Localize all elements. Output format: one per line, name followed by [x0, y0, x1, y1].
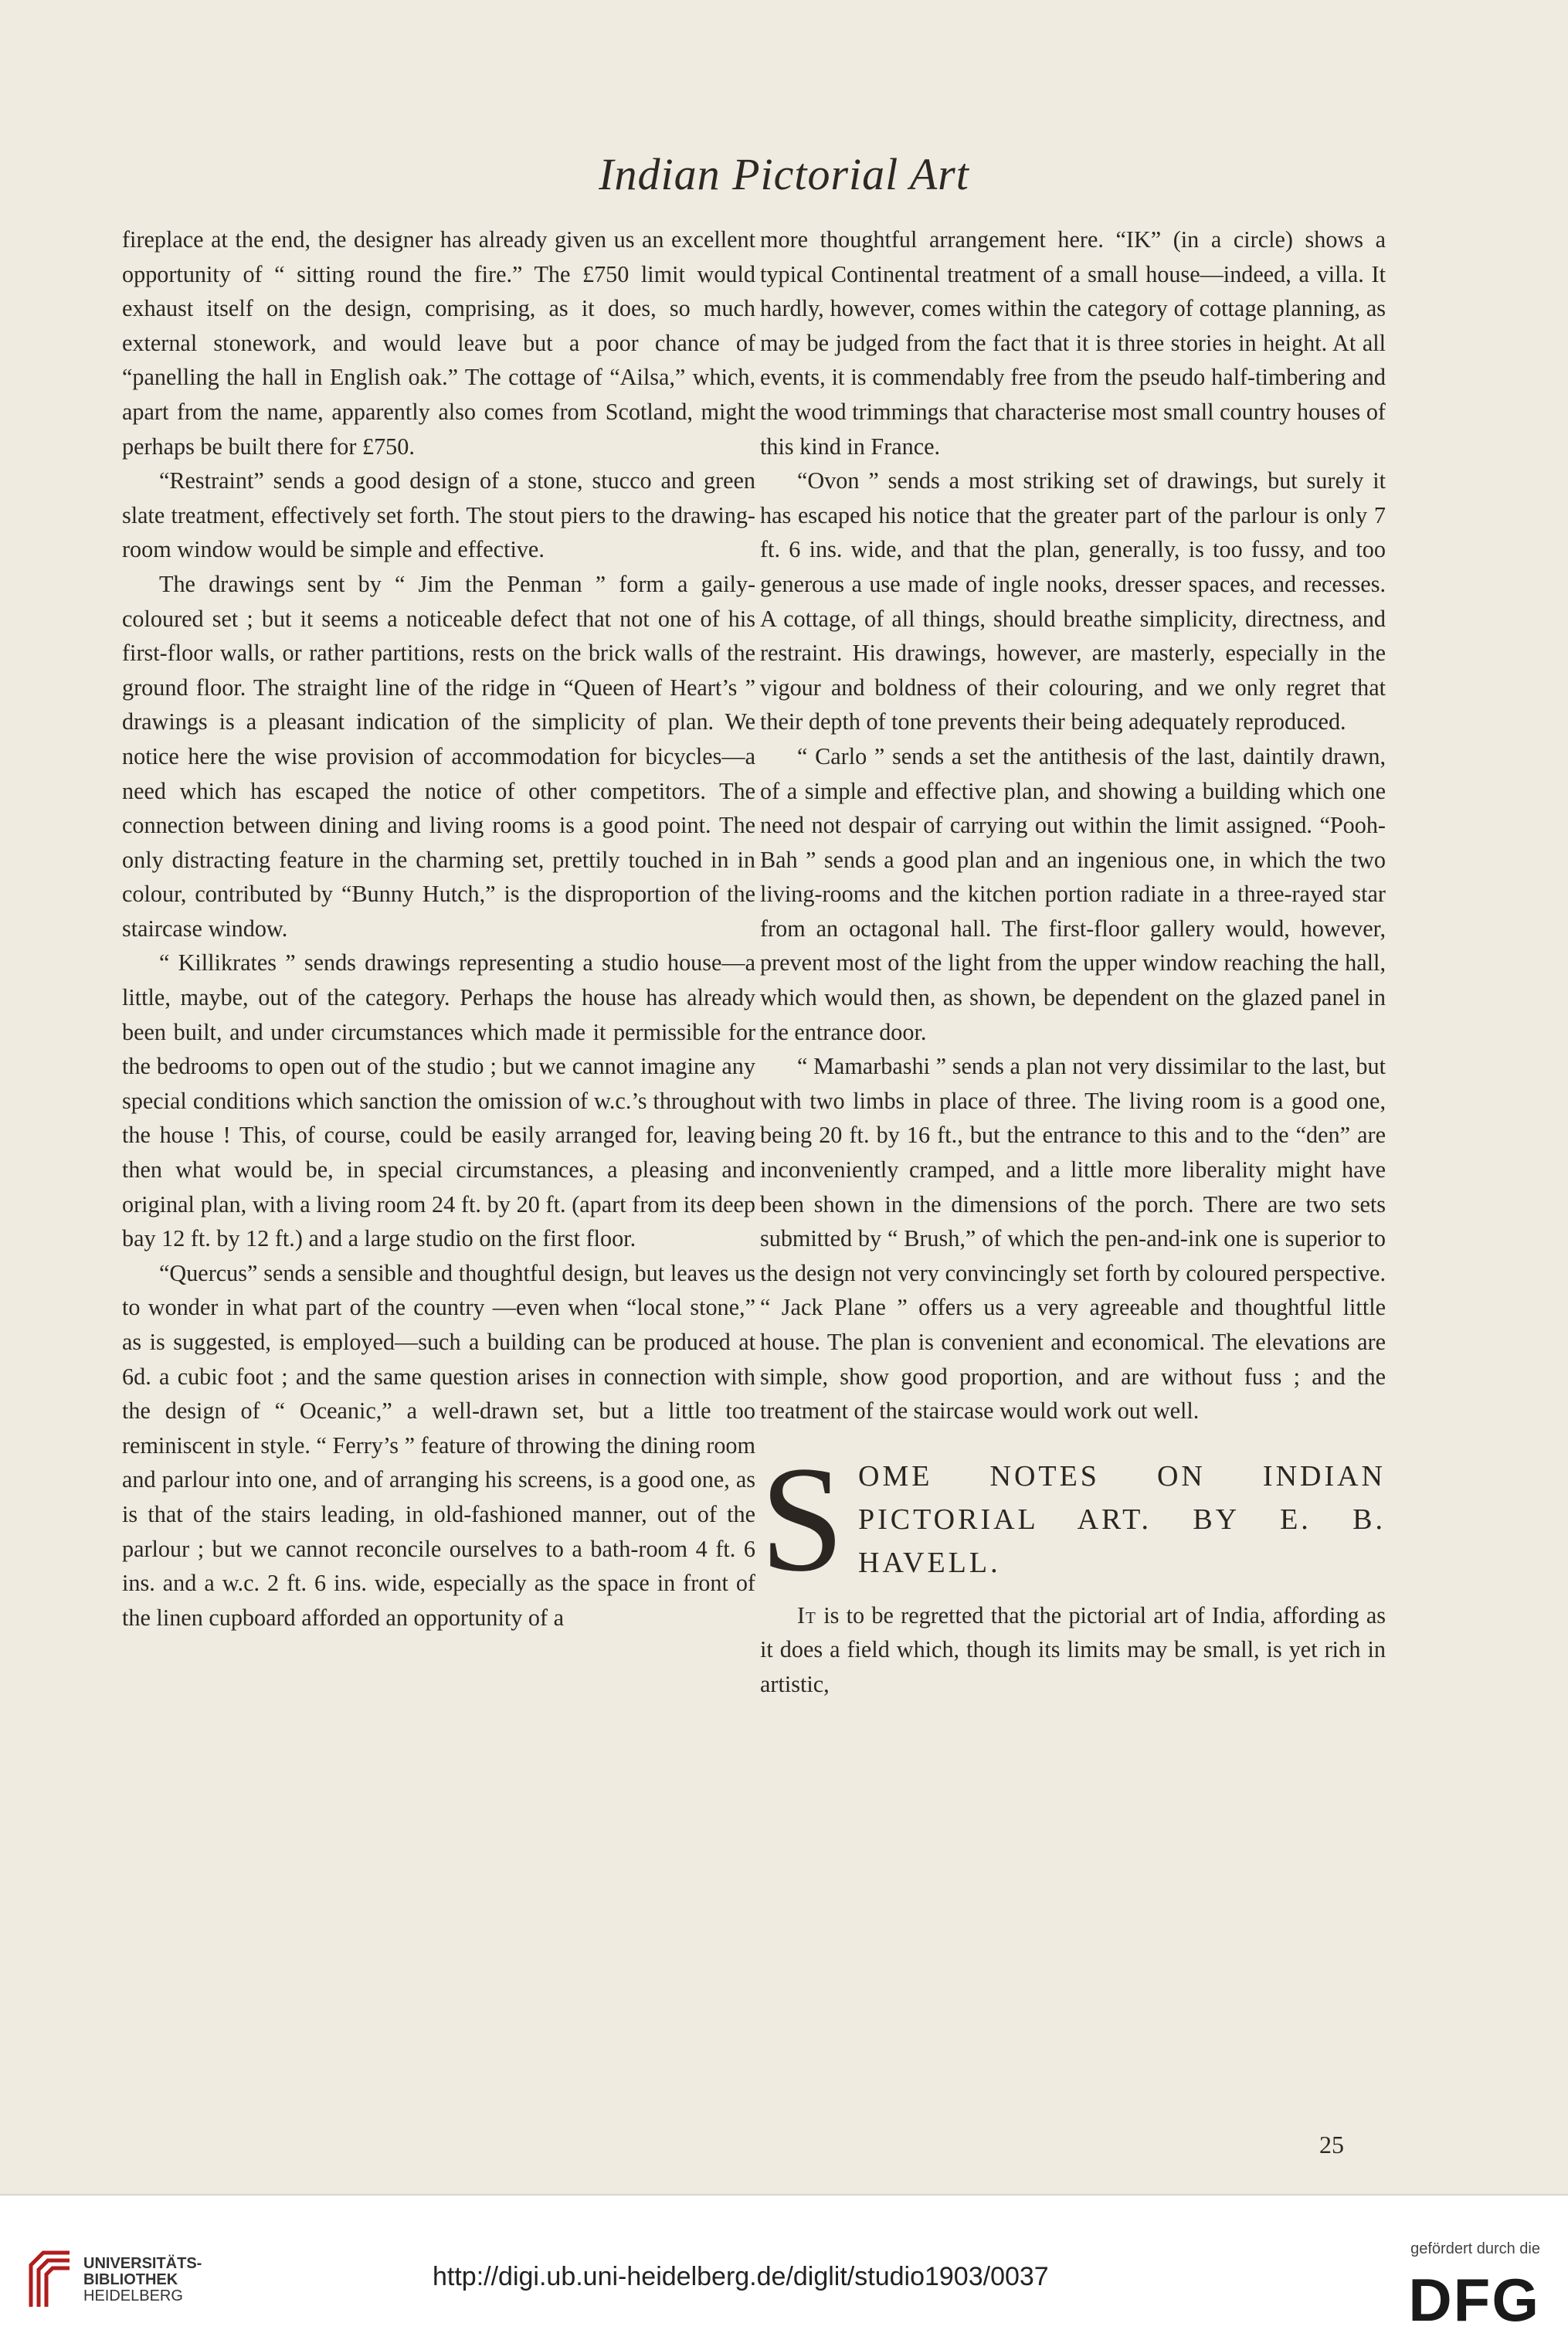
article-title: OME NOTES ON INDIAN PICTORIAL ART. BY E. B. HAVELL.: [858, 1459, 1386, 1579]
paragraph: more thoughtful arrangement here. “IK” (in a circle) shows a typical Continental treatment of a small house—indeed, a villa. It hardly, however, comes within the category of cottage planning, as may be judged from the fact that it is three stories in height. At all events, it is commendably free from the pseudo half-timbering and the wood trimmings that characterise most small country houses of this kind in France.: [760, 226, 1386, 460]
first-word: It: [797, 1601, 816, 1628]
paragraph: fireplace at the end, the designer has already given us an excellent opportunity of “ sitting round the fire.” The £750 limit would exhaust itself on the design, comprising, as it does, so much external stonework, and would leave but a poor chance of “panelling the hall in English oak.” The cottage of “Ailsa,” which, apart from the name, apparently also comes from Scotland, might perhaps be built there for £750.: [122, 226, 755, 460]
library-name-line: UNIVERSITÄTS-: [83, 2255, 202, 2272]
footer-divider: [0, 2194, 1568, 2196]
running-title: Indian Pictorial Art: [599, 149, 969, 199]
library-logo-icon: [28, 2250, 73, 2310]
paragraph: The drawings sent by “ Jim the Penman ” form a gaily-coloured set ; but it seems a noticeable defect that not one of his first-floor walls, or rather partitions, rests on the brick walls of the ground floor. The straight line of the ridge in “Queen of Heart’s ” drawings is a pleasant indication of the simplicity of plan. We notice here the wise provision of accommodation for bicycles—a need which has escaped the notice of other competitors. The connection between dining and living rooms is a good point. The only distracting feature in the charming set, prettily touched in in colour, contributed by “Bunny Hutch,” is the disproportion of the staircase window.: [122, 570, 755, 942]
library-name-line: BIBLIOTHEK: [83, 2271, 178, 2288]
dfg-logo: DFG: [1408, 2266, 1540, 2334]
paragraph: “ Mamarbashi ” sends a plan not very dissimilar to the last, but with two limbs in place of three. The living room is a good one, being 20 ft. by 16 ft., but the entrance to this and to the “den” are inconveniently cramped, and a little more liberality might have been shown in the dimensions of the porch. There are two sets submitted by “ Brush,” of which the pen-and-ink one is superior to the design not very convincingly set forth by coloured perspective. “ Jack Plane ” offers us a very agreeable and thoughtful little house. The plan is convenient and economical. The elevations are simple, show good proportion, and are without fuss ; and the treatment of the staircase would work out well.: [760, 1053, 1386, 1425]
article-first-paragraph: [760, 1598, 1386, 1702]
library-name: [83, 2256, 202, 2304]
paragraph: “Restraint” sends a good design of a stone, stucco and green slate treatment, effectively set forth. The stout piers to the drawing-room window would be simple and effective.: [122, 467, 755, 563]
permalink-url[interactable]: http://digi.ub.uni-heidelberg.de/diglit/studio1903/0037: [433, 2262, 1049, 2291]
paragraph: “Quercus” sends a sensible and thoughtful design, but leaves us to wonder in what part of the country —even when “local stone,” as is suggested, is employed—such a building can be produced at 6d. a cubic foot ; and the same question arises in connection with the design of “ Oceanic,” a well-drawn set, but a little too reminiscent in style. “ Ferry’s ” feature of throwing the dining room and parlour into one, and of arranging his screens, is a good one, as is that of the stairs leading, in old-fashioned manner, out of the parlour ; but we cannot reconcile ourselves to a bath-room 4 ft. 6 ins. and a w.c. 2 ft. 6 ins. wide, especially as the space in front of the linen cupboard afforded an opportunity of a: [122, 1259, 755, 1631]
paragraph: “Ovon ” sends a most striking set of drawings, but surely it has escaped his notice that the greater part of the parlour is only 7 ft. 6 ins. wide, and that the plan, generally, is too fussy, and too generous a use made of ingle nooks, dresser spaces, and recesses. A cottage, of all things, should breathe simplicity, directness, and restraint. His drawings, however, are masterly, especially in the vigour and boldness of their colouring, and we only regret that their depth of tone prevents their being adequately reproduced.: [760, 467, 1386, 735]
right-column: [760, 222, 1386, 1702]
digitization-footer: [0, 2194, 1568, 2340]
page-number: 25: [1319, 2131, 1344, 2158]
paragraph: “ Carlo ” sends a set the antithesis of the last, daintily drawn, of a simple and effective plan, and showing a building which one need not despair of carrying out within the limit assigned. “Pooh-Bah ” sends a good plan and an ingenious one, in which the two living-rooms and the kitchen portion radiate in a three-rayed star from an octagonal hall. The first-floor gallery would, however, prevent most of the light from the upper window reaching the hall, which would then, as shown, be dependent on the glazed panel in the entrance door.: [760, 742, 1386, 1045]
paragraph: “ Killikrates ” sends drawings representing a studio house—a little, maybe, out of the category. Perhaps the house has already been built, and under circumstances which made it permissible for the bedrooms to open out of the studio ; but we cannot imagine any special conditions which sanction the omission of w.c.’s throughout the house ! This, of course, could be easily arranged for, leaving then what would be, in special circumstances, a pleasing and original plan, with a living room 24 ft. by 20 ft. (apart from its deep bay 12 ft. by 12 ft.) and a large studio on the first floor.: [122, 949, 755, 1252]
funding-note: gefördert durch die: [1410, 2240, 1540, 2257]
drop-cap: S: [760, 1435, 845, 1603]
left-column: [122, 222, 755, 1635]
library-name-line: HEIDELBERG: [83, 2287, 183, 2304]
article-heading: [760, 1435, 1386, 1603]
first-paragraph-text: is to be regretted that the pictorial art of India, affording as it does a field which, though its limits may be small, is yet rich in artistic,: [760, 1601, 1386, 1697]
